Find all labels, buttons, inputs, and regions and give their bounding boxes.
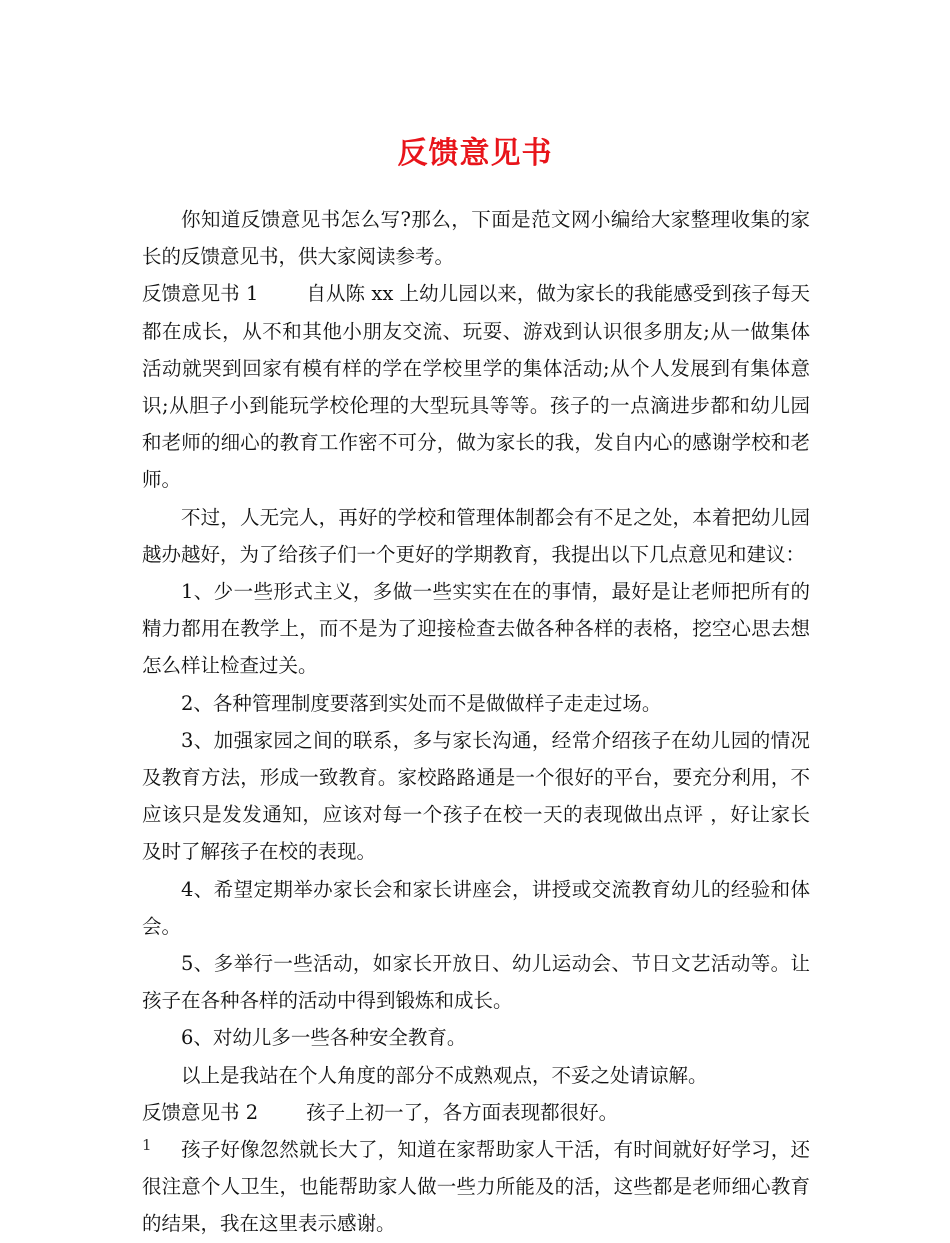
page-number: 1	[142, 1136, 152, 1154]
section-1-first-paragraph	[142, 275, 810, 498]
section-2-paragraph: 孩子好像忽然就长大了，知道在家帮助家人干活，有时间就好好学习，还很注意个人卫生，也能帮助家人做一些力所能及的活，这些都是老师细心教育的结果，我在这里表示感谢。	[142, 1138, 810, 1236]
section-1-paragraph: 2、各种管理制度要落到实处而不是做做样子走走过场。	[181, 691, 662, 715]
section-1-first-text: 自从陈 xx 上幼儿园以来，做为家长的我能感受到孩子每天都在成长，从不和其他小朋友交流、玩耍、游戏到认识很多朋友;从一做集体活动就哭到回家有模有样的学在学校里学的集体活动;从个人发展到有集体意识;从胆子小到能玩学校伦理的大型玩具等等。孩子的一点滴进步都和幼儿园和老师的细心的教育工作密不可分，做为家长的我，发自内心的感谢学校和老师。	[142, 282, 810, 492]
section-2-label: 反馈意见书 2	[142, 1100, 259, 1124]
document-body	[142, 201, 810, 1243]
section-1-paragraph: 4、希望定期举办家长会和家长讲座会，讲授或交流教育幼儿的经验和体会。	[142, 877, 810, 938]
section-1-paragraph: 5、多举行一些活动，如家长开放日、幼儿运动会、节日文艺活动等。让孩子在各种各样的活动中得到锻炼和成长。	[142, 952, 810, 1013]
section-1-paragraph: 以上是我站在个人角度的部分不成熟观点，不妥之处请谅解。	[181, 1063, 708, 1087]
section-1-paragraph: 6、对幼儿多一些各种安全教育。	[181, 1026, 467, 1050]
section-2-first-paragraph	[142, 1094, 810, 1131]
section-1-label: 反馈意见书 1	[142, 282, 259, 306]
intro-paragraph: 你知道反馈意见书怎么写?那么，下面是范文网小编给大家整理收集的家长的反馈意见书，供大家阅读参考。	[142, 208, 810, 269]
section-1-paragraph: 不过，人无完人，再好的学校和管理体制都会有不足之处，本着把幼儿园越办越好，为了给孩子们一个更好的学期教育，我提出以下几点意见和建议：	[142, 505, 810, 566]
document-title: 反馈意见书	[397, 136, 553, 171]
section-1-paragraph: 1、少一些形式主义，多做一些实实在在的事情，最好是让老师把所有的精力都用在教学上，而不是为了迎接检查去做各种各样的表格，挖空心思去想怎么样让检查过关。	[142, 580, 810, 678]
section-1-paragraph: 3、加强家园之间的联系，多与家长沟通，经常介绍孩子在幼儿园的情况及教育方法，形成一致教育。家校路路通是一个很好的平台，要充分利用，不应该只是发发通知，应该对每一个孩子在校一天的表现做出点评 ，好让家长及时了解孩子在校的表现。	[142, 728, 810, 864]
section-2-first-text: 孩子上初一了，各方面表现都很好。	[306, 1100, 619, 1124]
